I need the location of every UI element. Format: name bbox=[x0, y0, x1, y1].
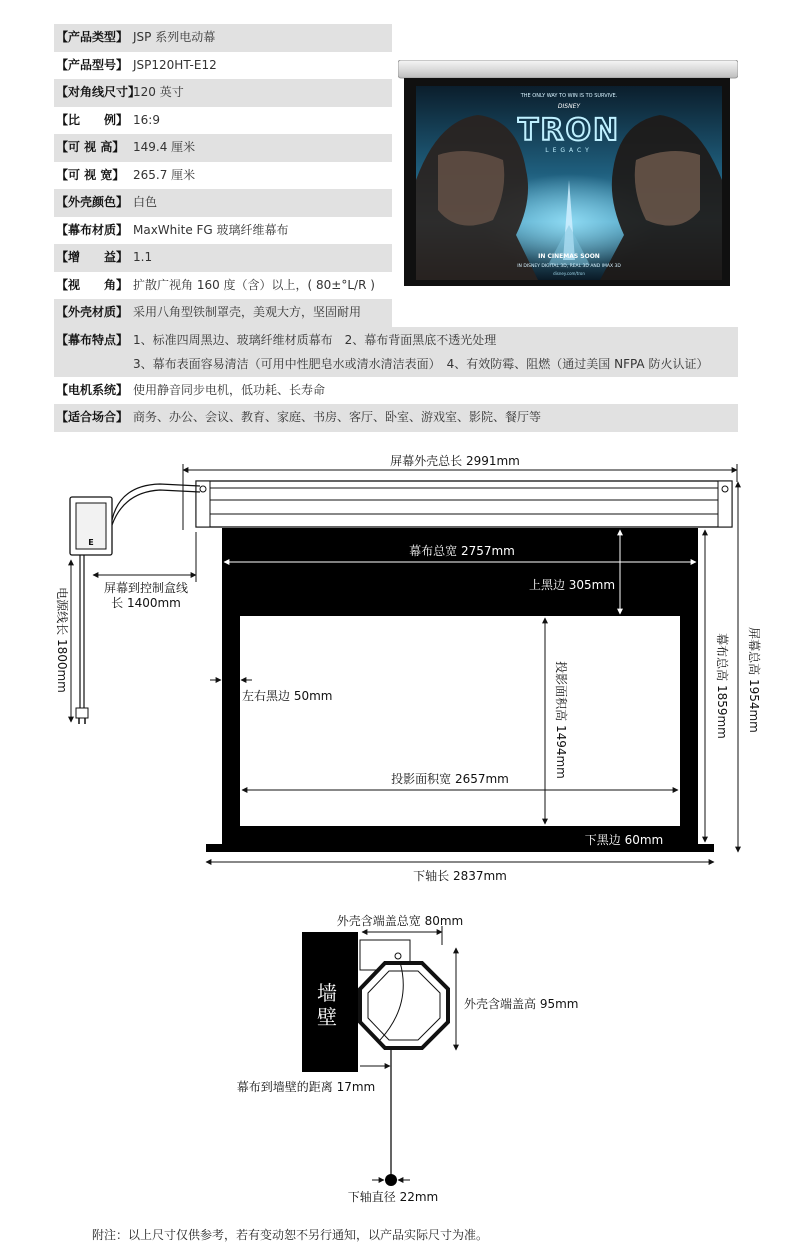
spec-value: 120 英寸 bbox=[133, 85, 184, 99]
spec-key: 【对角线尺寸】 bbox=[56, 85, 141, 99]
projection-area bbox=[240, 616, 680, 826]
spec-row bbox=[54, 24, 392, 52]
spec-key: 【可 视 宽】 bbox=[56, 167, 125, 182]
label-overall-height: 屏幕总高 1954mm bbox=[747, 627, 761, 733]
footnote: 附注：以上尺寸仅供参考，若有变动恕不另行通知，以产品实际尺寸为准。 bbox=[92, 1228, 489, 1242]
control-cable bbox=[112, 484, 200, 520]
control-box bbox=[70, 497, 112, 555]
rod-end bbox=[385, 1174, 397, 1186]
product-image bbox=[398, 60, 738, 286]
octagon-housing bbox=[360, 963, 448, 1048]
spec-key: 【比 例】 bbox=[56, 112, 129, 127]
spec-value: JSP 系列电动幕 bbox=[133, 30, 216, 44]
dimension-diagram bbox=[0, 440, 790, 1220]
spec-value: 149.4 厘米 bbox=[133, 140, 196, 154]
power-plug bbox=[76, 708, 88, 718]
spec-key: 【幕布特点】 bbox=[56, 332, 129, 347]
spec-value: 采用八角型铁制罩壳，美观大方，坚固耐用 bbox=[133, 305, 362, 319]
housing-shape bbox=[398, 60, 738, 78]
label-top-border: 上黑边 305mm bbox=[528, 578, 616, 592]
poster-release: IN CINEMAS SOON bbox=[538, 253, 600, 260]
spec-row bbox=[54, 134, 392, 162]
label-side-border: 左右黑边 50mm bbox=[242, 689, 333, 703]
spec-value-line1: 1、标准四周黑边、玻璃纤维材质幕布 2、幕布背面黑底不透光处理 bbox=[133, 332, 497, 347]
wall-label-2: 壁 bbox=[317, 1005, 337, 1029]
spec-key: 【产品类型】 bbox=[56, 30, 129, 44]
spec-key: 【外壳材质】 bbox=[56, 305, 129, 319]
poster-tagline: THE ONLY WAY TO WIN IS TO SURVIVE. bbox=[520, 93, 618, 99]
spec-row bbox=[54, 79, 392, 107]
label-cable-line2: 长 1400mm bbox=[111, 596, 181, 610]
poster-url: disney.com/tron bbox=[553, 271, 585, 276]
spec-key: 【幕布材质】 bbox=[56, 222, 129, 237]
spec-value: 白色 bbox=[133, 195, 158, 209]
label-power-cord: 电源线长 1800mm bbox=[55, 587, 69, 693]
spec-key: 【可 视 高】 bbox=[56, 140, 125, 154]
spec-value: 使用静音同步电机，低功耗、长寿命 bbox=[133, 382, 326, 397]
spec-row bbox=[54, 52, 392, 80]
label-housing-length: 屏幕外壳总长 2991mm bbox=[390, 454, 520, 468]
label-screen-height: 幕布总高 1859mm bbox=[715, 633, 729, 739]
label-housing-width: 外壳含端盖总宽 80mm bbox=[336, 914, 464, 928]
spec-key: 【产品型号】 bbox=[56, 57, 129, 72]
spec-key: 【电机系统】 bbox=[56, 382, 129, 397]
spec-row bbox=[54, 189, 392, 217]
label-projection-height: 投影面积高 1494mm bbox=[554, 661, 568, 779]
label-projection-width: 投影面积宽 2657mm bbox=[391, 772, 509, 786]
label-cable-line1: 屏幕到控制盒线 bbox=[103, 581, 189, 595]
spec-value: 16:9 bbox=[133, 112, 160, 127]
housing bbox=[196, 481, 732, 527]
spec-value: JSP120HT-E12 bbox=[133, 57, 217, 72]
spec-value: 265.7 厘米 bbox=[133, 167, 196, 182]
poster-studio: DISNEY bbox=[557, 103, 581, 110]
spec-row bbox=[54, 217, 392, 245]
spec-value: 扩散广视角 160 度（含）以上，( 80±°L/R ) bbox=[133, 277, 375, 292]
label-housing-height: 外壳含端盖高 95mm bbox=[464, 997, 579, 1011]
label-bottom-border: 下黑边 60mm bbox=[584, 833, 664, 847]
svg-text:E: E bbox=[88, 538, 94, 547]
spec-row bbox=[54, 299, 392, 327]
spec-row bbox=[54, 377, 738, 405]
spec-row bbox=[54, 404, 738, 432]
spec-value-line2: 3、幕布表面容易清洁（可用中性肥皂水或清水清洁表面） 4、有效防霉、阻燃（通过美国 NFPA 防火认证） bbox=[133, 356, 709, 371]
spec-row bbox=[54, 272, 392, 300]
spec-row-features bbox=[54, 327, 738, 377]
poster-formats: IN DISNEY DIGITAL 3D, REAL 3D AND IMAX 3D bbox=[517, 264, 621, 269]
spec-key: 【外壳颜色】 bbox=[56, 195, 129, 209]
poster-subtitle: LEGACY bbox=[545, 147, 593, 154]
label-screen-width: 幕布总宽 2757mm bbox=[409, 544, 515, 558]
label-bottom-rod-length: 下轴长 2837mm bbox=[413, 869, 507, 883]
spec-value: MaxWhite FG 玻璃纤维幕布 bbox=[133, 222, 289, 237]
spec-value: 商务、办公、会议、教育、家庭、书房、客厅、卧室、游戏室、影院、餐厅等 bbox=[133, 410, 542, 424]
label-rod-diameter: 下轴直径 22mm bbox=[347, 1190, 439, 1204]
spec-key: 【增 益】 bbox=[56, 250, 129, 264]
label-wall-distance: 幕布到墙壁的距离 17mm bbox=[236, 1080, 376, 1094]
wall-label-1: 墙 bbox=[317, 981, 337, 1005]
spec-row bbox=[54, 162, 392, 190]
spec-key: 【视 角】 bbox=[56, 277, 129, 292]
spec-key: 【适合场合】 bbox=[56, 410, 129, 424]
spec-row bbox=[54, 244, 392, 272]
poster-title: TRON bbox=[517, 113, 621, 148]
spec-row bbox=[54, 107, 392, 135]
spec-value: 1.1 bbox=[133, 250, 153, 264]
